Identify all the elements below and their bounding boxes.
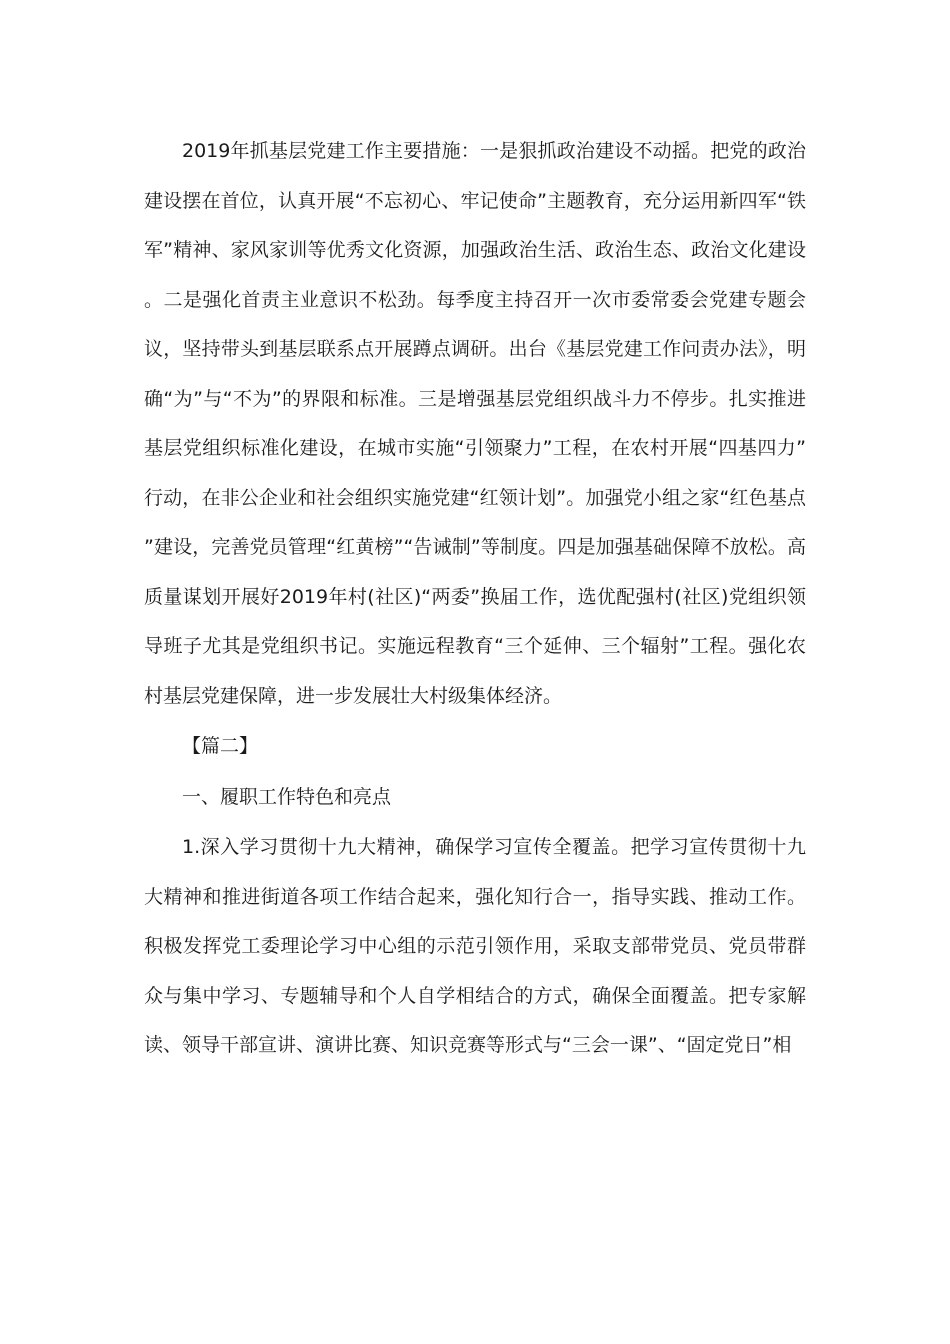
paragraph-measures-2019: 2019年抓基层党建工作主要措施：一是狠抓政治建设不动摇。把党的政治建设摆在首位，认真开展“不忘初心、牢记使命”主题教育，充分运用新四军“铁军”精神、家风家训等优秀文化资源，加强政治生活、政治生态、政治文化建设。二是强化首责主业意识不松劲。每季度主持召开一次市委常委会党建专题会议，坚持带头到基层联系点开展蹲点调研。出台《基层党建工作问责办法》，明确“为”与“不为”的界限和标准。三是增强基层党组织战斗力不停步。扎实推进基层党组织标准化建设，在城市实施“引领聚力”工程，在农村开展“四基四力”行动，在非公企业和社会组织实施党建“红领计划”。加强党小组之家“红色基点”建设，完善党员管理“红黄榜”“告诫制”等制度。四是加强基础保障不放松。高质量谋划开展好2019年村(社区)“两委”换届工作，选优配强村(社区)党组织领导班子尤其是党组织书记。实施远程教育“三个延伸、三个辐射”工程。强化农村基层党建保障，进一步发展壮大村级集体经济。 [144,140,806,707]
paragraph-study-nineteenth-congress: 1.深入学习贯彻十九大精神，确保学习宣传全覆盖。把学习宣传贯彻十九大精神和推进街道各项工作结合起来，强化知行合一，指导实践、推动工作。积极发挥党工委理论学习中心组的示范引领作用，采取支部带党员、党员带群众与集中学习、专题辅导和个人自学相结合的方式，确保全面覆盖。把专家解读、领导干部宣讲、演讲比赛、知识竞赛等形式与“三会一课”、“固定党日”相 [144,836,806,1056]
document-body [144,127,806,1071]
subheading-duty-highlights: 一、履职工作特色和亮点 [182,785,392,808]
section-heading-part-two: 【篇二】 [182,735,259,757]
